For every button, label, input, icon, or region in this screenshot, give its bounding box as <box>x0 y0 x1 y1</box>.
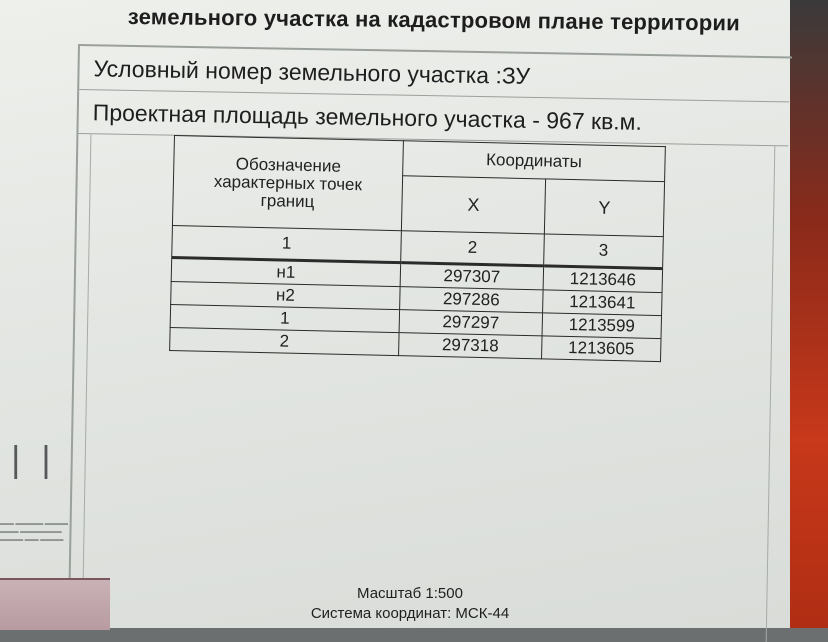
small-print-line: ▁▁▁▁ ▁▁▁▁▁▁▁▁▁ <box>0 527 62 533</box>
area-line: Проектная площадь земельного участка - 967 кв.м. <box>78 90 789 146</box>
point-cell: н2 <box>171 281 400 309</box>
background-red-wall <box>790 0 828 628</box>
left-margin-marks: | | <box>10 440 56 480</box>
map-fragment <box>0 578 110 630</box>
y-cell: 1213641 <box>543 290 662 316</box>
point-cell: 2 <box>170 327 399 355</box>
header-y: Y <box>544 179 664 237</box>
small-print-line: ▁▁▁ ▁▁▁▁▁▁ ▁▁▁▁▁ <box>0 519 68 525</box>
illegible-small-print <box>0 518 92 542</box>
scale-label: Масштаб 1:500 <box>357 585 463 602</box>
header-label-line3: границ <box>260 190 315 211</box>
x-cell: 297318 <box>399 333 542 359</box>
x-cell: 297307 <box>400 263 544 290</box>
column-number: 1 <box>172 225 402 262</box>
plot-number-line: Условный номер земельного участка :ЗУ <box>79 46 790 102</box>
frame-divider-left <box>82 134 92 630</box>
header-coordinates: Координаты <box>403 141 666 182</box>
column-number: 3 <box>544 234 664 269</box>
point-cell: 1 <box>170 304 399 332</box>
column-number: 2 <box>401 231 545 266</box>
header-label-line2: характерных точек <box>213 171 363 194</box>
header-label-line1: Обозначение <box>235 153 342 176</box>
x-cell: 297286 <box>400 287 543 313</box>
y-cell: 1213646 <box>543 266 663 293</box>
document-title: земельного участка на кадастровом плане территории <box>127 4 741 36</box>
small-print-line: ▁▁▁▁▁ ▁▁▁ ▁▁▁▁▁ <box>0 535 64 541</box>
header-point-designation <box>172 136 403 231</box>
coordinate-system-label: Система координат: МСК-44 <box>310 605 510 622</box>
point-cell: н1 <box>171 257 400 286</box>
coordinates-table <box>169 135 666 362</box>
frame-divider-right <box>766 146 776 642</box>
header-x: X <box>401 176 545 234</box>
x-cell: 297297 <box>399 310 542 336</box>
footer <box>280 584 540 624</box>
y-cell: 1213599 <box>542 313 661 339</box>
y-cell: 1213605 <box>542 336 661 362</box>
